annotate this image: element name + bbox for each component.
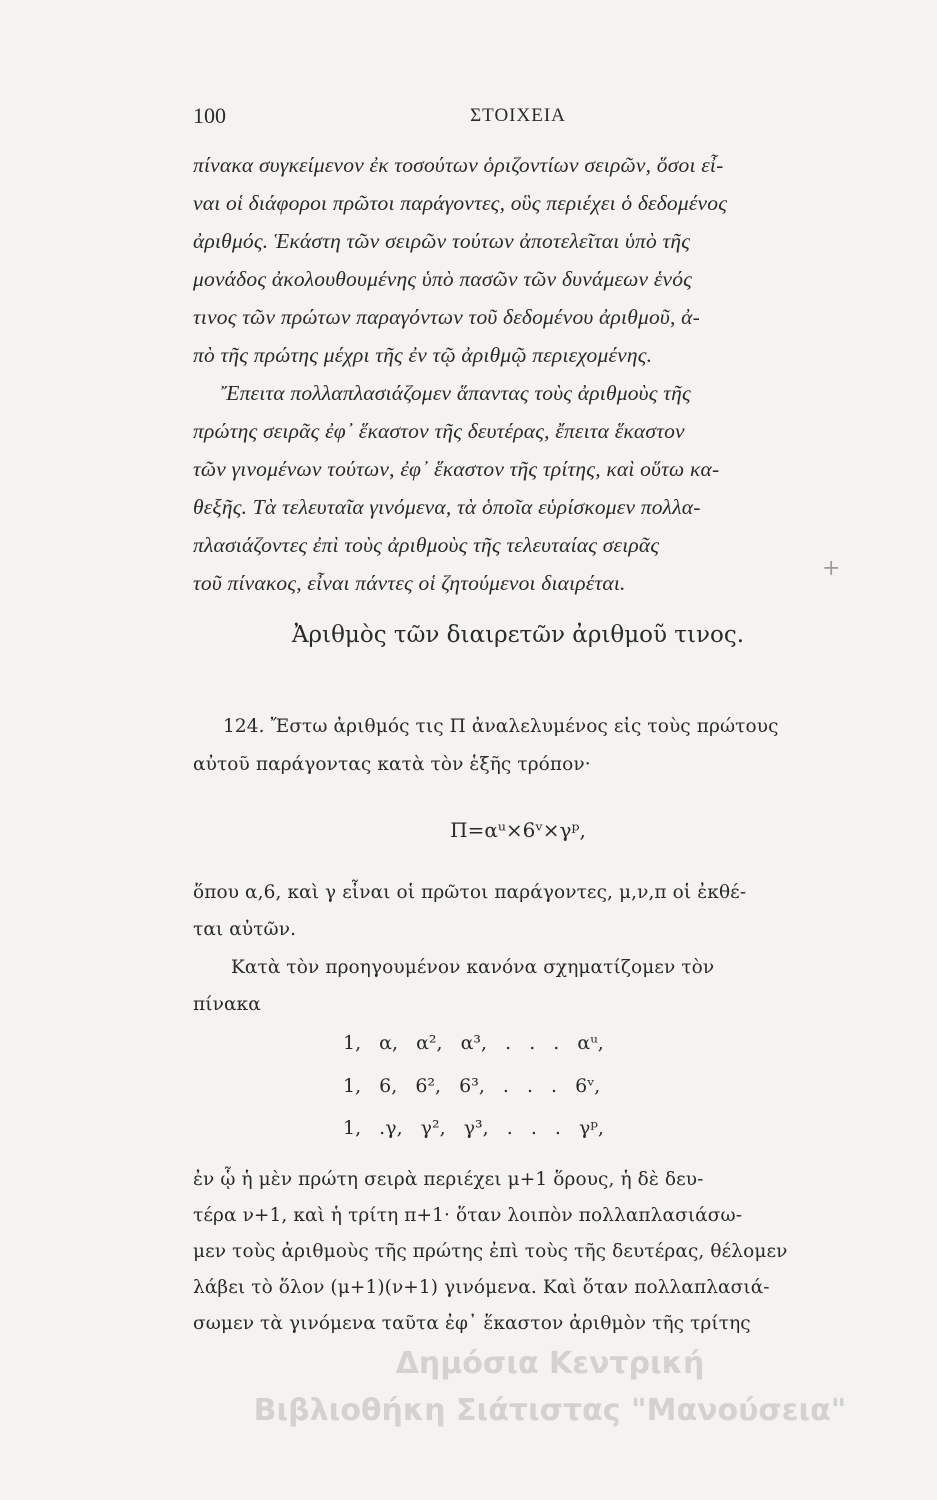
text-line: τοῦ πίνακος, εἶναι πάντες οἱ ζητούμενοι διαιρέται. xyxy=(193,571,626,595)
text-line: ται αὐτῶν. xyxy=(193,919,297,940)
page-number: 100 xyxy=(193,103,226,128)
text-line: πρώτης σειρᾶς ἐφ᾽ ἕκαστον τῆς δευτέρας, ἔπειτα ἕκαστον xyxy=(193,419,685,443)
text-line: πίνακα xyxy=(193,994,261,1015)
text-line: τινος τῶν πρώτων παραγόντων τοῦ δεδομένου ἀριθμοῦ, ἀ- xyxy=(193,305,700,329)
text-line: ὅπου α,6, καὶ γ εἶναι οἱ πρῶτοι παράγοντες, μ,ν,π οἱ ἐκθέ- xyxy=(193,882,747,903)
table-row: 1, α, α², α³, . . . αᵘ, xyxy=(343,1032,604,1054)
text-line: πὸ τῆς πρώτης μέχρι τῆς ἐν τῷ ἀριθμῷ περιεχομένης. xyxy=(193,343,653,367)
text-line: ναι οἱ διάφοροι πρῶτοι παράγοντες, οὓς περιέχει ὁ δεδομένος xyxy=(193,191,728,215)
text-line: πλασιάζοντες ἐπὶ τοὺς ἀριθμοὺς τῆς τελευταίας σειρᾶς xyxy=(193,533,660,557)
text-line: πίνακα συγκείμενον ἐκ τοσούτων ὁριζοντίων σειρῶν, ὅσοι εἶ- xyxy=(193,153,724,177)
section-heading: Ἀριθμὸς τῶν διαιρετῶν ἀριθμοῦ τινος. xyxy=(291,622,745,648)
text-line: μεν τοὺς ἀριθμοὺς τῆς πρώτης ἐπὶ τοὺς τῆς δευτέρας, θέλομεν xyxy=(193,1241,788,1262)
page-header xyxy=(193,103,843,133)
text-line: τέρα ν+1, καὶ ἡ τρίτη π+1· ὅταν λοιπὸν πολλαπλασιάσω- xyxy=(193,1205,743,1226)
text-line: τῶν γινομένων τούτων, ἐφ᾽ ἕκαστον τῆς τρίτης, καὶ οὕτω κα- xyxy=(193,457,720,481)
text-line: αὐτοῦ παράγοντας κατὰ τὸν ἑξῆς τρόπον· xyxy=(193,754,591,775)
running-title: ΣΤΟΙΧΕΙΑ xyxy=(470,105,566,126)
text-line: ἀριθμός. Ἑκάστη τῶν σειρῶν τούτων ἀποτελεῖται ὑπὸ τῆς xyxy=(193,229,691,253)
text-line: μονάδος ἀκολουθουμένης ὑπὸ πασῶν τῶν δυνάμεων ἑνός xyxy=(193,267,693,291)
text-line: 124. Ἔστω ἀριθμός τις Π ἀναλελυμένος εἰς τοὺς πρώτους xyxy=(223,716,779,737)
library-watermark-line-1: Δημόσια Κεντρική xyxy=(395,1346,705,1381)
margin-cross-mark: + xyxy=(822,556,841,581)
text-line: ἐν ᾧ ἡ μὲν πρώτη σειρὰ περιέχει μ+1 ὅρους, ἡ δὲ δευ- xyxy=(193,1169,704,1190)
text-line: λάβει τὸ ὅλον (μ+1)(ν+1) γινόμενα. Καὶ ὅταν πολλαπλασιά- xyxy=(193,1277,770,1298)
text-line: σωμεν τὰ γινόμενα ταῦτα ἐφ᾽ ἕκαστον ἀριθμὸν τῆς τρίτης xyxy=(193,1313,751,1334)
table-row: 1, 6, 6², 6³, . . . 6ᵛ, xyxy=(343,1075,601,1097)
text-line: Ἔπειτα πολλαπλασιάζομεν ἅπαντας τοὺς ἀριθμοὺς τῆς xyxy=(221,381,691,405)
library-watermark-line-2: Βιβλιοθήκη Σιάτιστας "Μανούσεια" xyxy=(253,1393,847,1428)
text-line: Κατὰ τὸν προηγουμένον κανόνα σχηματίζομεν τὸν xyxy=(231,957,715,978)
factorization-formula: Π=αᵘ×6ᵛ×γᵖ, xyxy=(450,818,586,842)
text-line: θεξῆς. Τὰ τελευταῖα γινόμενα, τὰ ὁποῖα εὑρίσκομεν πολλα- xyxy=(193,495,701,519)
table-row: 1, .γ, γ², γ³, . . . γᵖ, xyxy=(343,1117,604,1139)
